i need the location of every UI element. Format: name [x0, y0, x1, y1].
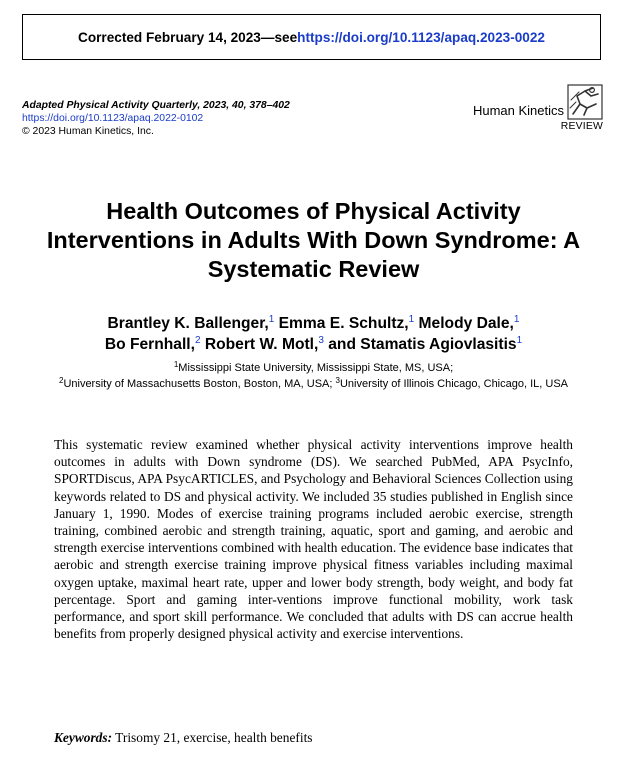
author: Robert W. Motl,$^3$ — [204, 335, 324, 353]
affiliation: $^1$Mississippi State University, Mississippi State, MS, USA; — [173, 360, 454, 374]
publisher-block — [473, 84, 603, 132]
human-kinetics-logo-icon — [567, 84, 603, 120]
keywords-list: Trisomy 21, exercise, health benefits — [115, 730, 313, 745]
affiliation: $^3$University of Illinois Chicago, Chicago, IL, USA — [335, 376, 568, 390]
journal-info — [22, 99, 290, 138]
journal-citation — [22, 99, 290, 112]
article-doi-link[interactable]: https://doi.org/10.1123/apaq.2022-0102 — [22, 113, 204, 124]
publisher-name: Human Kinetics — [472, 103, 564, 118]
journal-name: Adapted Physical Activity Quarterly — [22, 100, 198, 111]
keywords: Keywords: Trisomy 21, exercise, health benefits — [54, 730, 313, 745]
abstract: This systematic review examined whether physical activity interventions improve health outcomes in adults with Down syndrome (DS). We searched PubMed, APA PsycInfo, SPORTDiscus, APA PsycARTICLES, and Psychology and Behavioral Sciences Collection using keywords related to DS and physical activity. We included 35 studies published in English since January 1, 1990. Modes of exercise training programs included aerobic exercise, strength training, combined aerobic and strength training, aquatic, sport and gaming, and aerobic and strength exercise interventions combined with health education. The evidence base indicates that aerobic and strength exercise training improve physical fitness variables including maximal oxygen uptake, maximal heart rate, upper and lower body strength, body weight, and body fat percentage. Sport and gaming inter-ventions improve functional mobility, work task performance, and sport skill performance. We concluded that adults with DS can accrue health benefits from properly designed physical activity and exercise interventions. — [54, 437, 573, 642]
author-affiliation-ref[interactable]: 1 — [408, 314, 415, 325]
article-title: Health Outcomes of Physical Activity Interventions in Adults With Down Syndrome: A Systematic Review — [46, 198, 581, 282]
affiliation-list — [20, 360, 607, 392]
affiliation: $^2$University of Massachusetts Boston, Boston, MA, USA; — [58, 376, 333, 390]
journal-volume-pages: , 2023, 40, 378–402 — [197, 100, 290, 111]
author: Emma E. Schultz,$^1$ — [278, 314, 415, 332]
keywords-label: Keywords — [54, 730, 108, 745]
correction-text: Corrected February 14, 2023—see — [78, 29, 298, 45]
author: Bo Fernhall,$^2$ — [104, 335, 201, 353]
author: Melody Dale,$^1$ — [418, 314, 520, 332]
author: Brantley K. Ballenger,$^1$ — [107, 314, 275, 332]
author-list — [20, 313, 607, 355]
correction-notice — [22, 14, 601, 60]
author: and Stamatis Agiovlasitis$^1$ — [328, 335, 523, 353]
correction-link[interactable]: https://doi.org/10.1123/apaq.2023-0022 — [297, 29, 545, 45]
copyright-notice: © 2023 Human Kinetics, Inc. — [22, 126, 154, 137]
author-affiliation-ref[interactable]: 1 — [513, 314, 520, 325]
author-affiliation-ref[interactable]: 1 — [268, 314, 275, 325]
author-affiliation-ref[interactable]: 3 — [318, 335, 324, 346]
author-affiliation-ref[interactable]: 1 — [516, 335, 523, 346]
article-type-label: REVIEW — [560, 121, 603, 132]
author-affiliation-ref[interactable]: 2 — [194, 335, 201, 346]
